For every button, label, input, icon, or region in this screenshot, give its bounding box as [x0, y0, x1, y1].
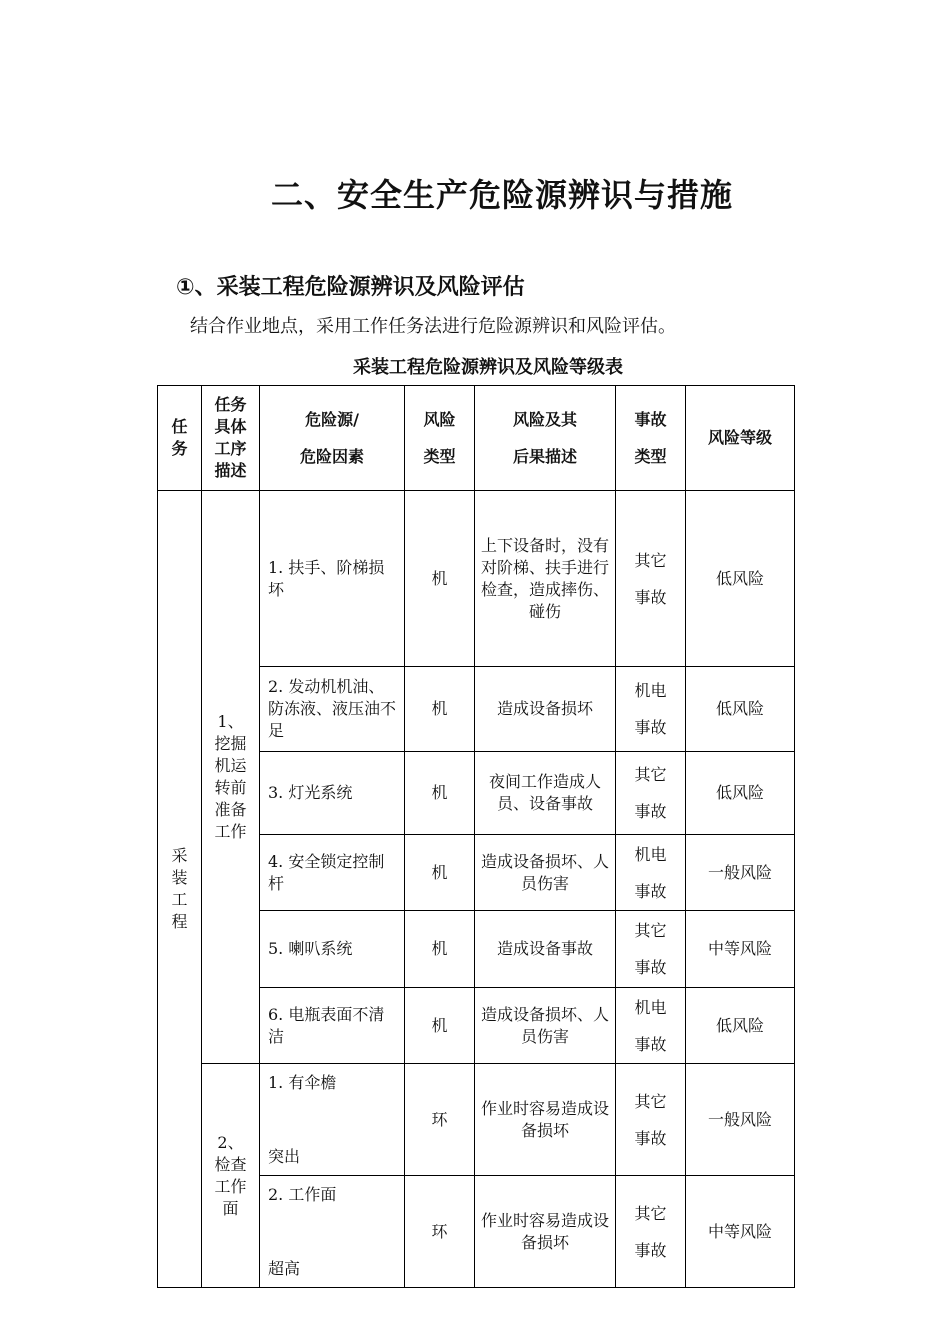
risk-type-cell: 机 — [405, 491, 475, 667]
consequence-cell: 造成设备事故 — [475, 911, 616, 988]
table-row — [158, 491, 795, 667]
hazard-cell: 1. 扶手、阶梯损坏 — [260, 491, 405, 667]
accident-type-cell: 其它 事故 — [616, 752, 686, 835]
hazard-cell: 2. 工作面 超高 — [260, 1176, 405, 1288]
hazard-cell: 3. 灯光系统 — [260, 752, 405, 835]
risk-type-cell: 机 — [405, 988, 475, 1064]
hazard-cell: 1. 有伞檐 突出 — [260, 1064, 405, 1176]
page-title: 二、安全生产危险源辨识与措施 — [270, 176, 733, 214]
accident-type-cell: 其它 事故 — [616, 491, 686, 667]
consequence-cell: 造成设备损坏 — [475, 667, 616, 752]
hazard-cell: 4. 安全锁定控制杆 — [260, 835, 405, 911]
risk-type-cell: 环 — [405, 1064, 475, 1176]
header-risk-level: 风险等级 — [686, 386, 795, 491]
table-title: 采装工程危险源辨识及风险等级表 — [353, 357, 623, 378]
risk-type-cell: 机 — [405, 667, 475, 752]
task-cell: 采装工程 — [158, 491, 202, 1288]
consequence-cell: 造成设备损坏、人员伤害 — [475, 835, 616, 911]
header-hazard: 危险源/ 危险因素 — [260, 386, 405, 491]
hazard-cell: 5. 喇叭系统 — [260, 911, 405, 988]
risk-level-cell: 低风险 — [686, 667, 795, 752]
risk-level-cell: 中等风险 — [686, 911, 795, 988]
risk-type-cell: 环 — [405, 1176, 475, 1288]
risk-level-cell: 低风险 — [686, 752, 795, 835]
header-procedure: 任务具体工序描述 — [202, 386, 260, 491]
risk-type-cell: 机 — [405, 835, 475, 911]
consequence-cell: 造成设备损坏、人员伤害 — [475, 988, 616, 1064]
consequence-cell: 作业时容易造成设备损坏 — [475, 1176, 616, 1288]
table-row — [158, 1064, 795, 1176]
risk-type-cell: 机 — [405, 911, 475, 988]
section-heading: ①、采装工程危险源辨识及风险评估 — [176, 275, 525, 300]
intro-paragraph: 结合作业地点，采用工作任务法进行危险源辨识和风险评估。 — [190, 316, 676, 337]
consequence-cell: 夜间工作造成人员、设备事故 — [475, 752, 616, 835]
risk-table — [157, 385, 795, 1288]
risk-level-cell: 一般风险 — [686, 1064, 795, 1176]
procedure-cell: 2、检查工作面 — [202, 1064, 260, 1288]
risk-level-cell: 低风险 — [686, 491, 795, 667]
consequence-cell: 上下设备时，没有对阶梯、扶手进行检查，造成摔伤、碰伤 — [475, 491, 616, 667]
header-accident-type: 事故 类型 — [616, 386, 686, 491]
hazard-cell: 6. 电瓶表面不清洁 — [260, 988, 405, 1064]
accident-type-cell: 其它 事故 — [616, 911, 686, 988]
procedure-cell: 1、挖掘机运转前准备工作 — [202, 491, 260, 1064]
risk-level-cell: 中等风险 — [686, 1176, 795, 1288]
accident-type-cell: 其它 事故 — [616, 1176, 686, 1288]
header-row — [158, 386, 795, 491]
header-task: 任务 — [158, 386, 202, 491]
accident-type-cell: 其它 事故 — [616, 1064, 686, 1176]
header-consequence: 风险及其 后果描述 — [475, 386, 616, 491]
accident-type-cell: 机电 事故 — [616, 835, 686, 911]
risk-level-cell: 低风险 — [686, 988, 795, 1064]
hazard-cell: 2. 发动机机油、防冻液、液压油不足 — [260, 667, 405, 752]
accident-type-cell: 机电 事故 — [616, 667, 686, 752]
consequence-cell: 作业时容易造成设备损坏 — [475, 1064, 616, 1176]
header-risk-type: 风险 类型 — [405, 386, 475, 491]
accident-type-cell: 机电 事故 — [616, 988, 686, 1064]
risk-level-cell: 一般风险 — [686, 835, 795, 911]
risk-type-cell: 机 — [405, 752, 475, 835]
